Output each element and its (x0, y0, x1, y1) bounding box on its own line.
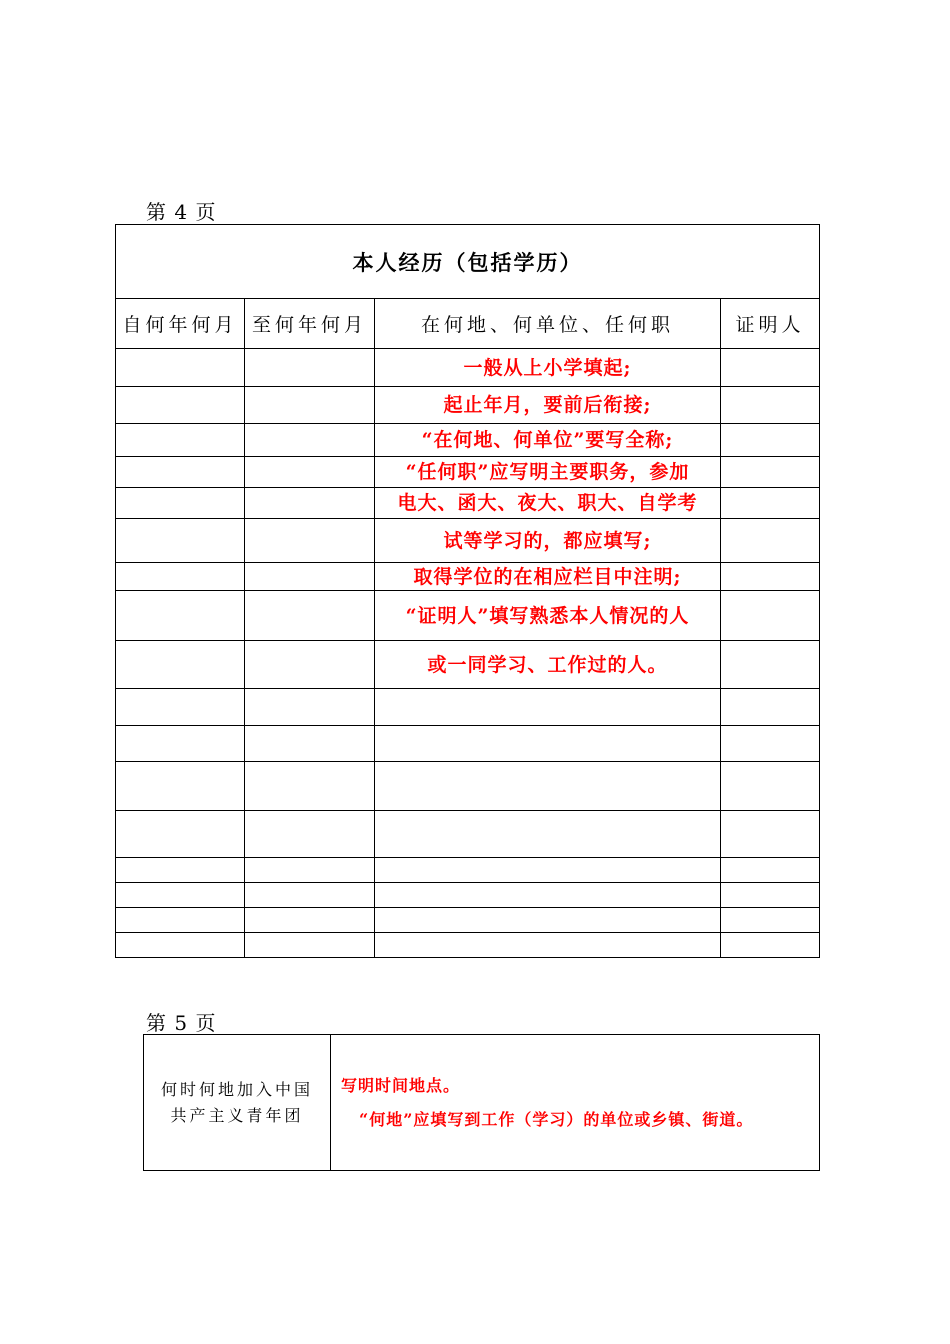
cell-witness[interactable] (721, 689, 820, 726)
cell-to[interactable] (245, 908, 375, 933)
table-row (116, 883, 820, 908)
table-row (116, 488, 820, 519)
table-row (116, 811, 820, 858)
cell-to[interactable] (245, 519, 375, 563)
experience-table (115, 224, 820, 958)
cell-from[interactable] (116, 908, 245, 933)
cell-from[interactable] (116, 349, 245, 387)
cell-from[interactable] (116, 883, 245, 908)
cell-to[interactable] (245, 858, 375, 883)
note-line: “何地”应填写到工作（学习）的单位或乡镇、街道。 (359, 1110, 754, 1129)
cell-from[interactable] (116, 519, 245, 563)
table-row (116, 519, 820, 563)
cell-witness[interactable] (721, 933, 820, 958)
table-row (116, 641, 820, 689)
note-line: 试等学习的，都应填写; (375, 519, 721, 563)
cell-to[interactable] (245, 591, 375, 641)
league-join-content[interactable] (331, 1035, 820, 1171)
cell-place[interactable] (375, 726, 721, 762)
league-join-label (144, 1035, 331, 1171)
cell-place[interactable] (375, 933, 721, 958)
cell-witness[interactable] (721, 591, 820, 641)
cell-place[interactable] (375, 811, 721, 858)
cell-witness[interactable] (721, 349, 820, 387)
cell-to[interactable] (245, 641, 375, 689)
cell-from[interactable] (116, 762, 245, 811)
table-row (116, 424, 820, 457)
cell-from[interactable] (116, 488, 245, 519)
cell-witness[interactable] (721, 519, 820, 563)
cell-to[interactable] (245, 349, 375, 387)
cell-from[interactable] (116, 591, 245, 641)
cell-to[interactable] (245, 726, 375, 762)
cell-to[interactable] (245, 762, 375, 811)
page-4-label: 第 4 页 (146, 200, 217, 224)
cell-from[interactable] (116, 424, 245, 457)
header-from-date: 自何年何月 (116, 299, 245, 349)
cell-witness[interactable] (721, 387, 820, 424)
note-line: “任何职”应写明主要职务，参加 (375, 457, 721, 488)
note-line: “在何地、何单位”要写全称; (375, 424, 721, 457)
cell-to[interactable] (245, 387, 375, 424)
cell-to[interactable] (245, 563, 375, 591)
note-line: 取得学位的在相应栏目中注明; (375, 563, 721, 591)
cell-witness[interactable] (721, 641, 820, 689)
league-join-label-line: 何时何地加入中国 (160, 1079, 313, 1099)
note-line: 或一同学习、工作过的人。 (375, 641, 721, 689)
table-row (116, 457, 820, 488)
header-witness: 证明人 (721, 299, 820, 349)
cell-from[interactable] (116, 689, 245, 726)
table-row (116, 908, 820, 933)
cell-from[interactable] (116, 811, 245, 858)
league-join-table (143, 1034, 820, 1171)
cell-witness[interactable] (721, 726, 820, 762)
cell-place[interactable] (375, 858, 721, 883)
table-row (116, 563, 820, 591)
table-row (116, 858, 820, 883)
cell-place[interactable] (375, 883, 721, 908)
table-row (116, 726, 820, 762)
cell-place[interactable] (375, 689, 721, 726)
cell-to[interactable] (245, 424, 375, 457)
table-row (116, 591, 820, 641)
cell-witness[interactable] (721, 424, 820, 457)
note-line: “证明人”填写熟悉本人情况的人 (375, 591, 721, 641)
cell-witness[interactable] (721, 858, 820, 883)
header-to-date: 至何年何月 (245, 299, 375, 349)
cell-place[interactable] (375, 762, 721, 811)
table-row (116, 933, 820, 958)
cell-from[interactable] (116, 387, 245, 424)
cell-from[interactable] (116, 641, 245, 689)
cell-witness[interactable] (721, 811, 820, 858)
cell-from[interactable] (116, 457, 245, 488)
cell-witness[interactable] (721, 563, 820, 591)
cell-to[interactable] (245, 883, 375, 908)
table-row (116, 349, 820, 387)
cell-witness[interactable] (721, 908, 820, 933)
cell-from[interactable] (116, 933, 245, 958)
note-line: 一般从上小学填起; (375, 349, 721, 387)
cell-to[interactable] (245, 457, 375, 488)
cell-witness[interactable] (721, 762, 820, 811)
cell-to[interactable] (245, 811, 375, 858)
header-place-unit-position: 在何地、何单位、任何职 (375, 299, 721, 349)
cell-witness[interactable] (721, 488, 820, 519)
table-row (116, 689, 820, 726)
note-line: 写明时间地点。 (341, 1076, 461, 1095)
cell-witness[interactable] (721, 457, 820, 488)
table-row (116, 762, 820, 811)
table-row (116, 387, 820, 424)
cell-from[interactable] (116, 563, 245, 591)
note-line: 电大、函大、夜大、职大、自学考 (375, 488, 721, 519)
cell-from[interactable] (116, 858, 245, 883)
page-5-label: 第 5 页 (146, 1011, 217, 1035)
cell-witness[interactable] (721, 883, 820, 908)
note-line: 起止年月，要前后衔接; (375, 387, 721, 424)
cell-from[interactable] (116, 726, 245, 762)
cell-to[interactable] (245, 488, 375, 519)
cell-place[interactable] (375, 908, 721, 933)
cell-to[interactable] (245, 689, 375, 726)
league-join-label-line: 共产主义青年团 (170, 1105, 304, 1125)
cell-to[interactable] (245, 933, 375, 958)
table-title: 本人经历（包括学历） (116, 225, 820, 299)
